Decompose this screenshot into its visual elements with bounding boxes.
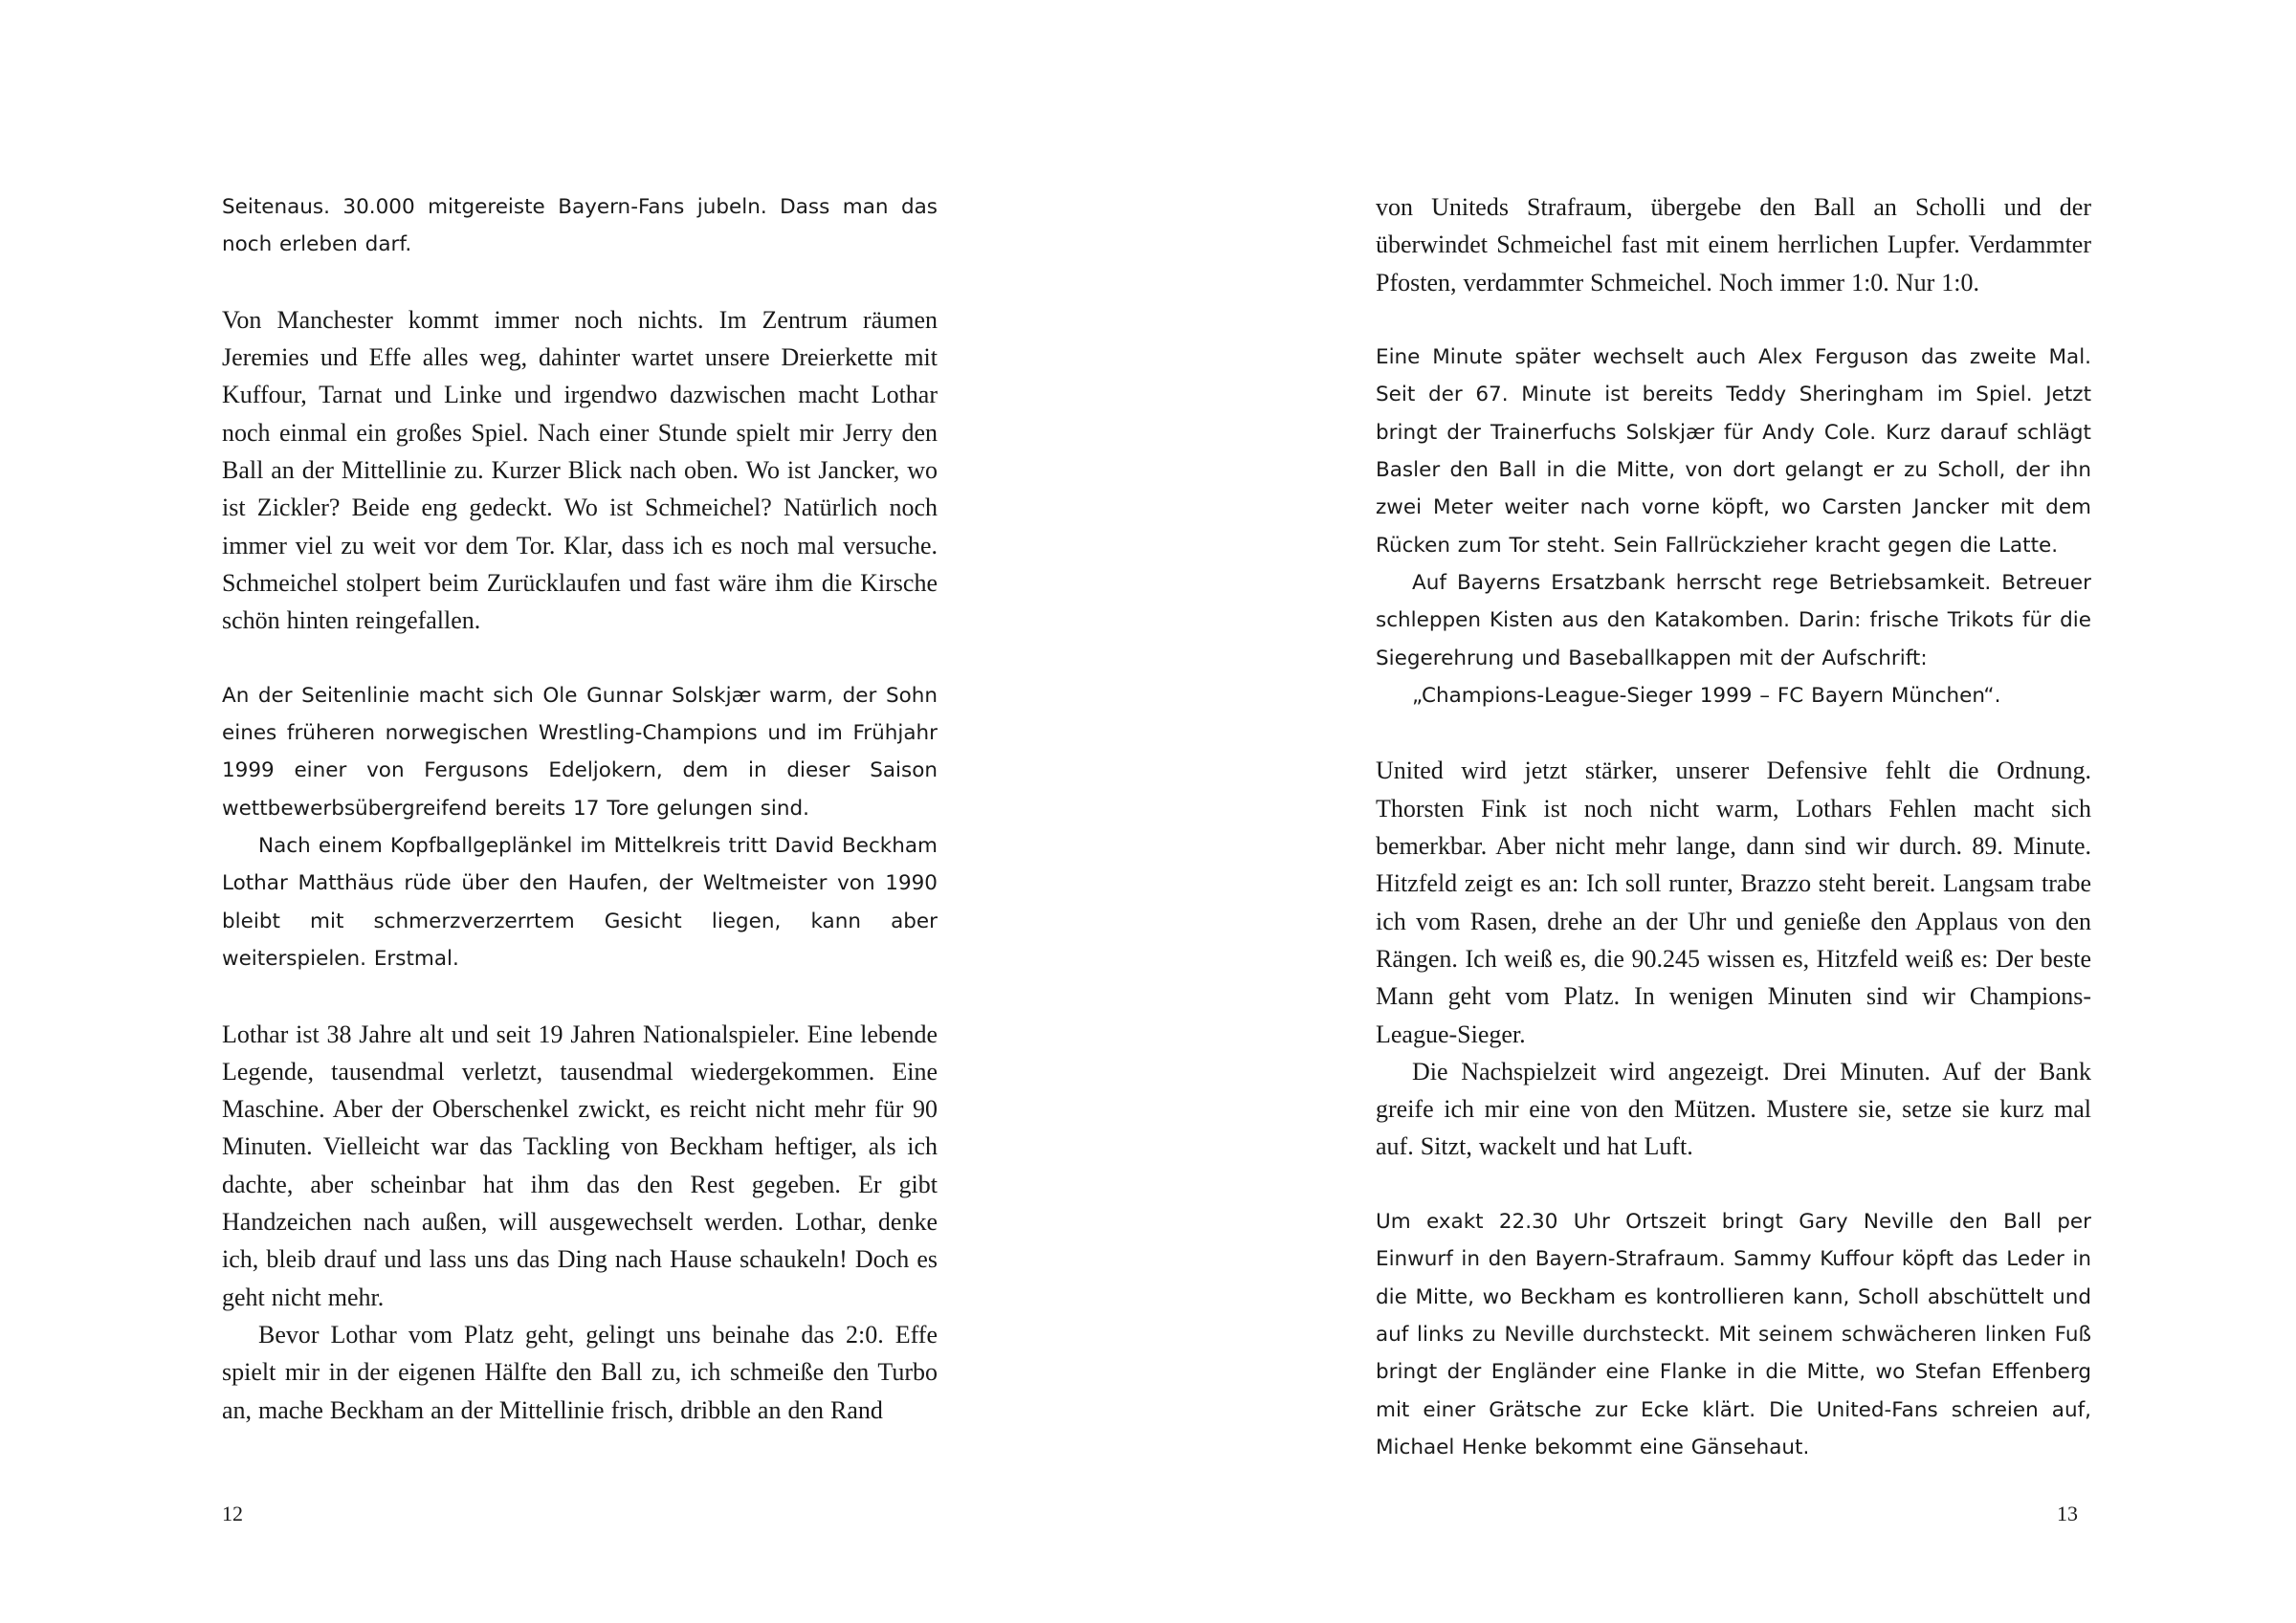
text-block: [222, 1016, 938, 1429]
text-block: [222, 301, 938, 640]
text-block: [1376, 339, 2091, 714]
paragraph: Seitenaus. 30.000 mitgereiste Bayern-Fans jubeln. Dass man das noch erleben darf.: [222, 195, 938, 257]
text-block: [222, 677, 938, 977]
paragraph: Nach einem Kopfballgeplänkel im Mittelkreis tritt David Beckham Lothar Matthäus rüde über den Haufen, der Weltmeister von 1990 bleibt mit schmerzverzerrtem Gesicht liegen, kann aber weiterspielen. Erstmal.: [222, 834, 938, 971]
paragraph: Bevor Lothar vom Platz geht, gelingt uns beinahe das 2:0. Effe spielt mir in der eigenen Hälfte den Ball zu, ich schmeiße den Turbo an, mache Beckham an der Mittellinie frisch, dribble an den Rand: [222, 1320, 938, 1424]
paragraph: Auf Bayerns Ersatzbank herrscht rege Betriebsamkeit. Betreuer schleppen Kisten aus den Katakomben. Darin: frische Trikots für die Siegerehrung und Baseballkappen mit der Aufschrift:: [1376, 570, 2091, 670]
paragraph: Die Nachspielzeit wird angezeigt. Drei Minuten. Auf der Bank greife ich mir eine von den Mützen. Mustere sie, setze sie kurz mal auf. Sitzt, wackelt und hat Luft.: [1376, 1057, 2091, 1161]
paragraph: United wird jetzt stärker, unserer Defensive fehlt die Ordnung. Thorsten Fink ist noch nicht warm, Lothars Fehlen macht sich bemerkbar. Aber nicht mehr lange, dann sind wir durch. 89. Minute. Hitzfeld zeigt es an: Ich soll runter, Brazzo steht bereit. Langsam trabe ich vom Rasen, drehe an der Uhr und genieße den Applaus von den Rängen. Ich weiß es, die 90.245 wissen es, Hitzfeld weiß es: Der beste Mann geht vom Platz. In wenigen Minuten sind wir Champions-League-Sieger.: [1376, 757, 2091, 1048]
paragraph: Lothar ist 38 Jahre alt und seit 19 Jahren Nationalspieler. Eine lebende Legende, tausendmal verletzt, tausendmal wiedergekommen. Eine Maschine. Aber der Oberschenkel zwickt, es reicht nicht mehr für 90 Minuten. Vielleicht war das Tackling von Beckham heftiger, als ich dachte, aber scheinbar hat ihm das den Rest gegeben. Er gibt Handzeichen nach außen, will ausgewechselt werden. Lothar, denke ich, bleib drauf und lass uns das Ding nach Hause schaukeln! Doch es geht nicht mehr.: [222, 1020, 938, 1311]
paragraph: „Champions-League-Sieger 1999 – FC Bayern München“.: [1412, 683, 2001, 708]
paragraph: An der Seitenlinie macht sich Ole Gunnar Solskjær warm, der Sohn eines früheren norwegischen Wrestling-Champions und im Frühjahr 1999 einer von Fergusons Edeljokern, dem in dieser Saison wettbewerbsübergreifend bereits 17 Tore gelungen sind.: [222, 683, 938, 821]
text-block: [1376, 188, 2091, 301]
page-number-left: 12: [222, 1502, 243, 1525]
text-block: [1376, 1203, 2091, 1466]
text-block: [1376, 752, 2091, 1165]
paragraph: von Uniteds Strafraum, übergebe den Ball an Scholli und der überwindet Schmeichel fast mit einem herrlichen Lupfer. Verdammter Pfosten, verdammter Schmeichel. Noch immer 1:0. Nur 1:0.: [1376, 193, 2091, 296]
left-page: [222, 188, 938, 1429]
paragraph: Von Manchester kommt immer noch nichts. Im Zentrum räumen Jeremies und Effe alles weg, dahinter wartet unsere Dreierkette mit Kuffour, Tarnat und Linke und irgendwo dazwischen macht Lothar noch einmal ein großes Spiel. Nach einer Stunde spielt mir Jerry den Ball an der Mittellinie zu. Kurzer Blick nach oben. Wo ist Jancker, wo ist Zickler? Beide eng gedeckt. Wo ist Schmeichel? Natürlich noch immer viel zu weit vor dem Tor. Klar, dass ich es noch mal versuche. Schmeichel stolpert beim Zurücklaufen und fast wäre ihm die Kirsche schön hinten reingefallen.: [222, 305, 938, 635]
page-number-right: 13: [2057, 1502, 2078, 1525]
right-page: [1376, 188, 2091, 1466]
paragraph: Eine Minute später wechselt auch Alex Ferguson das zweite Mal. Seit der 67. Minute ist bereits Teddy Sheringham im Spiel. Jetzt bringt der Trainerfuchs Solskjær für Andy Cole. Kurz darauf schlägt Basler den Ball in die Mitte, von dort gelangt er zu Scholl, der ihn zwei Meter weiter nach vorne köpft, wo Carsten Jancker mit dem Rücken zum Tor steht. Sein Fallrückzieher kracht gegen die Latte.: [1376, 345, 2091, 558]
paragraph: Um exakt 22.30 Uhr Ortszeit bringt Gary Neville den Ball per Einwurf in den Bayern-Strafraum. Sammy Kuffour köpft das Leder in die Mitte, wo Beckham es kontrollieren kann, Scholl abschüttelt und auf links zu Neville durchsteckt. Mit seinem schwächeren linken Fuß bringt der Engländer eine Flanke in die Mitte, wo Stefan Effenberg mit einer Grätsche zur Ecke klärt. Die United-Fans schreien auf, Michael Henke bekommt eine Gänsehaut.: [1376, 1210, 2091, 1459]
text-block: [222, 188, 938, 264]
